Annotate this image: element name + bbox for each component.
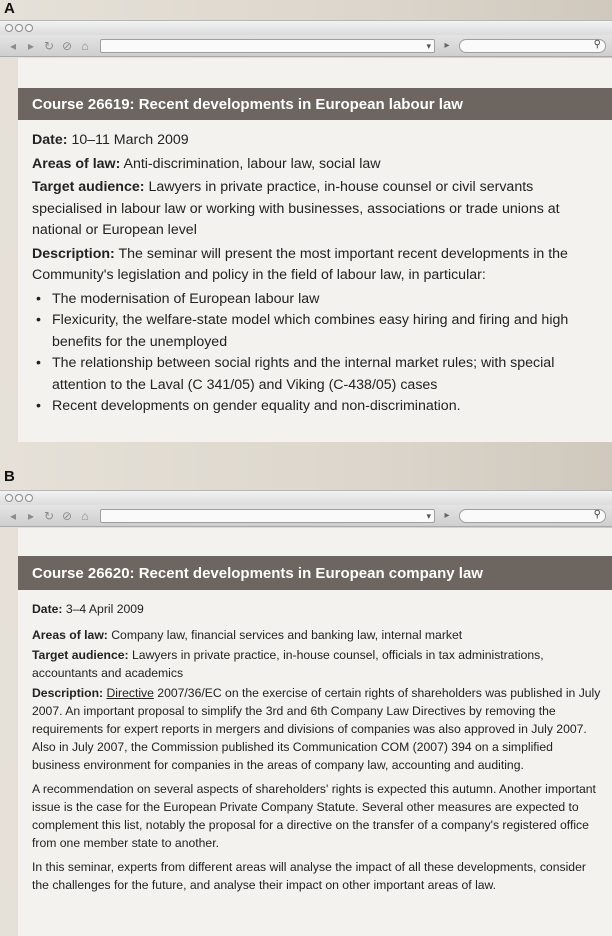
browser-chrome-b	[0, 490, 612, 527]
areas-row	[32, 626, 604, 644]
address-bar[interactable]	[100, 39, 435, 53]
areas-value: Anti-discrimination, labour law, social law	[123, 155, 381, 172]
list-item: • Recent developments on gender equality and non-discrimination.	[32, 396, 604, 418]
date-value: 3–4 April 2009	[65, 602, 144, 616]
go-button[interactable]: ▸	[444, 40, 450, 51]
date-row	[32, 130, 604, 152]
course-panel-a	[18, 58, 612, 442]
date-label: Date:	[32, 132, 68, 148]
window-minimize-button[interactable]	[15, 494, 23, 502]
browser-toolbar	[0, 505, 612, 527]
search-field[interactable]	[459, 509, 606, 523]
window-zoom-button[interactable]	[25, 24, 33, 32]
window-minimize-button[interactable]	[15, 24, 23, 32]
areas-label: Areas of law:	[32, 628, 108, 642]
areas-row	[32, 154, 604, 176]
list-item: • The relationship between social rights and the internal market rules; with special attention to the Laval (C 341/05) and Viking (C-438/05) cases	[32, 353, 604, 396]
go-button[interactable]: ▸	[444, 510, 450, 521]
audience-row	[32, 177, 604, 242]
audience-label: Target audience:	[32, 179, 145, 195]
description-label: Description:	[32, 245, 115, 262]
section-label-a: A	[4, 0, 15, 17]
search-field[interactable]	[459, 39, 606, 53]
browser-toolbar	[0, 35, 612, 57]
list-item: • The modernisation of European labour law	[32, 289, 604, 311]
list-item: • Flexicurity, the welfare-state model which combines easy hiring and firing and high benefits for the unemployed	[32, 310, 604, 353]
home-icon[interactable]: ⌂	[81, 38, 89, 53]
browser-chrome-a	[0, 20, 612, 57]
back-arrow-icon[interactable]: ◂	[9, 508, 17, 523]
date-row	[32, 600, 604, 618]
areas-value: Company law, financial services and banking law, internal market	[111, 628, 463, 642]
audience-value: Lawyers in private practice, in-house counsel or civil servants specialised in labour law or working with businesses, associations or trade unions at national or European level	[32, 179, 560, 238]
description-row	[32, 684, 604, 774]
stop-icon[interactable]: ⊘	[61, 508, 73, 523]
topic-list	[32, 289, 604, 418]
description-label: Description:	[32, 686, 104, 700]
window-close-button[interactable]	[5, 24, 13, 32]
directive-link[interactable]: Directive	[106, 686, 154, 700]
reload-icon[interactable]: ↻	[43, 38, 55, 53]
forward-arrow-icon[interactable]: ▸	[27, 38, 35, 53]
course-panel-b	[18, 528, 612, 936]
back-arrow-icon[interactable]: ◂	[9, 38, 17, 53]
home-icon[interactable]: ⌂	[81, 508, 89, 523]
audience-label: Target audience:	[32, 648, 129, 662]
audience-row	[32, 646, 604, 682]
dropdown-arrow-icon[interactable]: ▾	[426, 40, 431, 51]
magnifier-icon: ⚲	[593, 38, 601, 50]
description-value: 2007/36/EC on the exercise of certain rights of shareholders was published in July 2007. An important proposal to simplify the 3rd and 6th Company Law Directives by removing the requirements for expert reports in mergers and divisions of companies was also approved in July 2007. Also in July 2007, the Commission published its Communication COM (2007) 394 on a simplified business environment for companies in the areas of company law, accounting and auditing.	[32, 686, 601, 772]
date-label: Date:	[32, 602, 63, 616]
areas-label: Areas of law:	[32, 155, 121, 172]
window-zoom-button[interactable]	[25, 494, 33, 502]
description-value: The seminar will present the most important recent developments in the Community's legislation and policy in the field of labour law, in particular:	[32, 245, 568, 283]
forward-arrow-icon[interactable]: ▸	[27, 508, 35, 523]
window-close-button[interactable]	[5, 494, 13, 502]
magnifier-icon: ⚲	[593, 508, 601, 520]
description-row	[32, 244, 604, 287]
dropdown-arrow-icon[interactable]: ▾	[426, 510, 431, 521]
description-paragraph-2: A recommendation on several aspects of shareholders' rights is expected this autumn. Another important issue is the case for the European Private Company Statute. Several other measures are expected to complement this list, notably the proposal for a directive on the transfer of a company's registered office from one member state to another.	[32, 782, 596, 850]
date-value: 10–11 March 2009	[71, 132, 189, 148]
section-label-b: B	[4, 468, 15, 485]
audience-value: Lawyers in private practice, in-house counsel, officials in tax administrations, accountants and academics	[32, 648, 544, 680]
description-paragraph-3: In this seminar, experts from different areas will analyse the impact of all these developments, consider the challenges for the future, and analyse their impact on other important areas of law.	[32, 860, 586, 892]
course-details-a	[18, 120, 612, 418]
course-title: Course 26620: Recent developments in European company law	[18, 556, 612, 590]
address-bar[interactable]	[100, 509, 435, 523]
reload-icon[interactable]: ↻	[43, 508, 55, 523]
stop-icon[interactable]: ⊘	[61, 38, 73, 53]
course-title: Course 26619: Recent developments in European labour law	[18, 88, 612, 120]
window-titlebar	[0, 21, 612, 35]
course-details-b	[18, 590, 612, 894]
window-titlebar	[0, 491, 612, 505]
